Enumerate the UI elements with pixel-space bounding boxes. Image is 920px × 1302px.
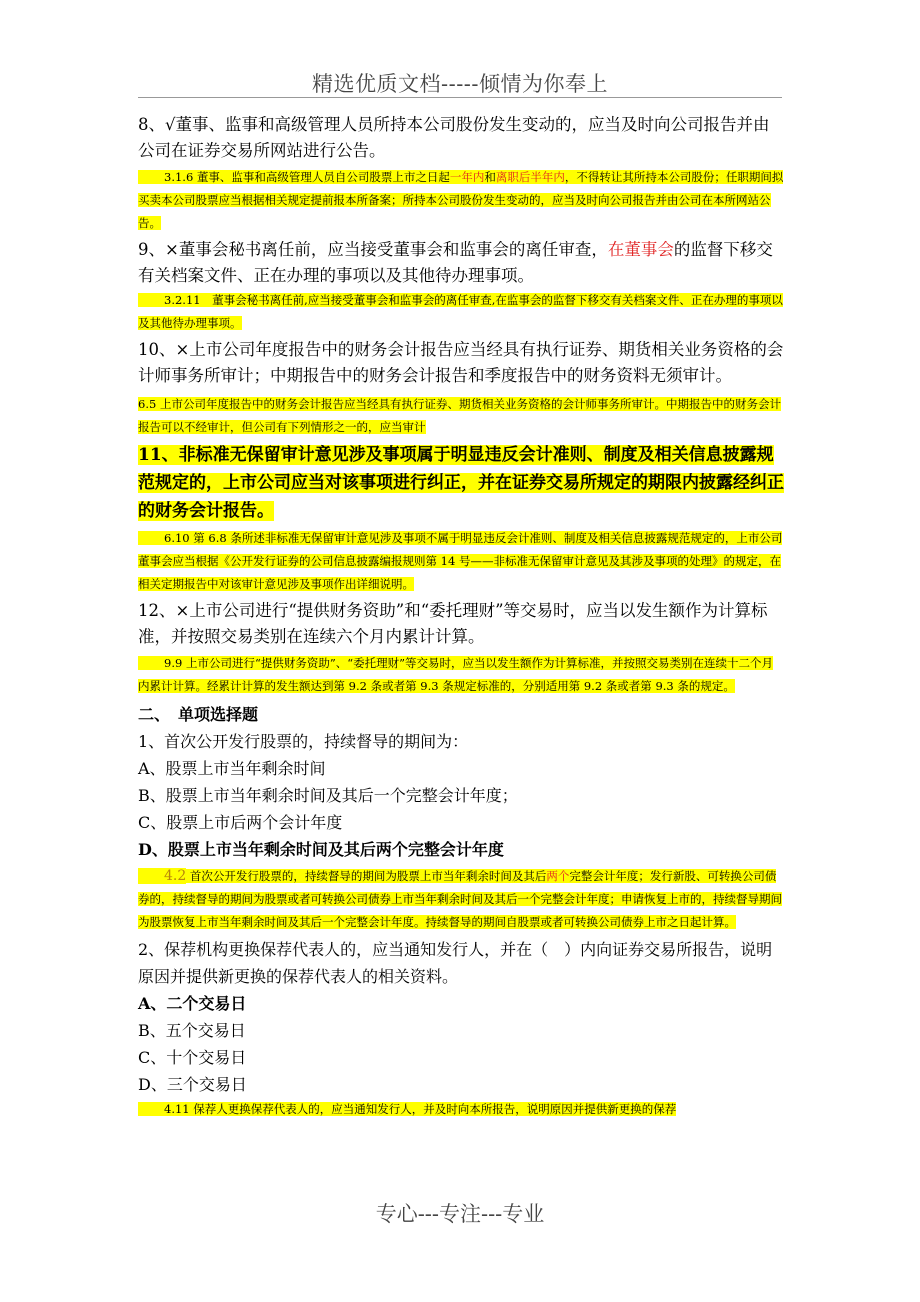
note-4-11	[138, 1098, 784, 1121]
note-3-1-6-mid: 和	[484, 170, 496, 184]
note-6-5-text: 6.5 上市公司年度报告中的财务会计报告应当经具有执行证券、期货相关业务资格的会计师事务所审计。中期报告中的财务会计报告可以不经审计，但公司有下列情形之一的，应当审计	[138, 397, 781, 434]
mc-question-1: 1、首次公开发行股票的，持续督导的期间为：	[138, 732, 469, 751]
question-9-red: 在董事会	[607, 240, 674, 259]
note-4-2-red: 两个	[546, 869, 570, 883]
mc2-option-b: B、五个交易日	[138, 1021, 246, 1040]
note-3-1-6-red2: 离职后半年内	[495, 170, 565, 184]
mc2-option-c: C、十个交易日	[138, 1048, 247, 1067]
mc1-option-c: C、股票上市后两个会计年度	[138, 813, 343, 832]
note-3-2-11	[138, 289, 784, 335]
header-divider	[138, 97, 782, 98]
note-9-9	[138, 652, 784, 698]
note-3-1-6	[138, 166, 784, 235]
note-3-2-11-text: 3.2.11 董事会秘书离任前,应当接受董事会和监事会的离任审查,在监事会的监督下移交有关档案文件、正在办理的事项以及其他待办理事项。	[138, 293, 783, 330]
note-6-5	[138, 393, 784, 439]
question-10: 10、×上市公司年度报告中的财务会计报告应当经具有执行证券、期货相关业务资格的会计师事务所审计；中期报告中的财务会计报告和季度报告中的财务资料无须审计。	[138, 340, 784, 385]
question-9-pre: 9、×董事会秘书离任前，应当接受董事会和监事会的离任审查，	[138, 240, 608, 259]
question-11-text: 11、非标准无保留审计意见涉及事项属于明显违反会计准则、制度及相关信息披露规范规定的，上市公司应当对该事项进行纠正，并在证券交易所规定的期限内披露经纠正的财务会计报告。	[138, 445, 784, 521]
note-4-11-text: 4.11 保荐人更换保荐代表人的，应当通知发行人，并及时向本所报告，说明原因并提供新更换的保荐	[138, 1102, 676, 1116]
mc-question-2: 2、保荐机构更换保荐代表人的，应当通知发行人，并在（ ）内向证券交易所报告，说明原因并提供新更换的保荐代表人的相关资料。	[138, 940, 773, 986]
mc1-option-b: B、股票上市当年剩余时间及其后一个完整会计年度；	[138, 786, 518, 805]
question-12: 12、×上市公司进行“提供财务资助”和“委托理财”等交易时，应当以发生额作为计算标准，并按照交易类别在连续六个月内累计计算。	[138, 601, 768, 646]
note-4-2-pre: 首次公开发行股票的，持续督导的期间为股票上市当年剩余时间及其后	[186, 869, 547, 883]
document-body	[138, 112, 784, 1123]
note-4-2-num: 4.2	[138, 868, 186, 884]
page-header: 精选优质文档-----倾情为你奉上	[312, 72, 608, 96]
mc2-option-a-answer: A、二个交易日	[138, 994, 247, 1013]
mc1-option-d-answer: D、股票上市当年剩余时间及其后两个完整会计年度	[138, 840, 504, 859]
question-9	[138, 237, 784, 289]
question-8: 8、√董事、监事和高级管理人员所持本公司股份发生变动的，应当及时向公司报告并由公司在证券交易所网站进行公告。	[138, 115, 770, 160]
question-11	[138, 441, 784, 525]
question-9-post: 的监督下移交有关档案文件、正在办理的事项以及其他待办理事项。	[138, 240, 773, 285]
note-6-10-text: 6.10 第 6.8 条所述非标准无保留审计意见涉及事项不属于明显违反会计准则、制度及相关信息披露规范规定的，上市公司董事会应当根据《公开发行证券的公司信息披露编报规则第 14 号——非标准无保留审计意见及其涉及事项的处理》的规定，在相关定期报告中对该审计意见涉及事项作出详细说明。	[138, 531, 783, 591]
note-3-1-6-pre: 3.1.6 董事、监事和高级管理人员自公司股票上市之日起	[138, 170, 450, 184]
note-3-1-6-red1: 一年内	[449, 170, 485, 184]
section-title: 二、 单项选择题	[138, 705, 259, 724]
note-4-2	[138, 865, 784, 934]
note-4-2-post: 完整会计年度；发行新股、可转换公司债券的，持续督导的期间为股票或者可转换公司债券上市当年剩余时间及其后一个完整会计年度；申请恢复上市的，持续督导期间为股票恢复上市当年剩余时间及其后一个完整会计年度。持续督导的期间自股票或者可转换公司债券上市之日起计算。	[138, 869, 782, 929]
note-6-10	[138, 527, 784, 596]
mc1-option-a: A、股票上市当年剩余时间	[138, 759, 326, 778]
note-9-9-text: 9.9 上市公司进行“提供财务资助”、“委托理财”等交易时，应当以发生额作为计算标准，并按照交易类别在连续十二个月内累计计算。经累计计算的发生额达到第 9.2 条或者第 9.3 条规定标准的，分别适用第 9.2 条或者第 9.3 条的规定。	[138, 656, 773, 693]
page-footer: 专心---专注---专业	[375, 1202, 545, 1226]
note-3-1-6-post: ，不得转让其所持本公司股份；任职期间拟买卖本公司股票应当根据相关规定提前报本所备案；所持本公司股份发生变动的，应当及时向公司报告并由公司在本所网站公告。	[138, 170, 784, 230]
mc2-option-d: D、三个交易日	[138, 1075, 247, 1094]
